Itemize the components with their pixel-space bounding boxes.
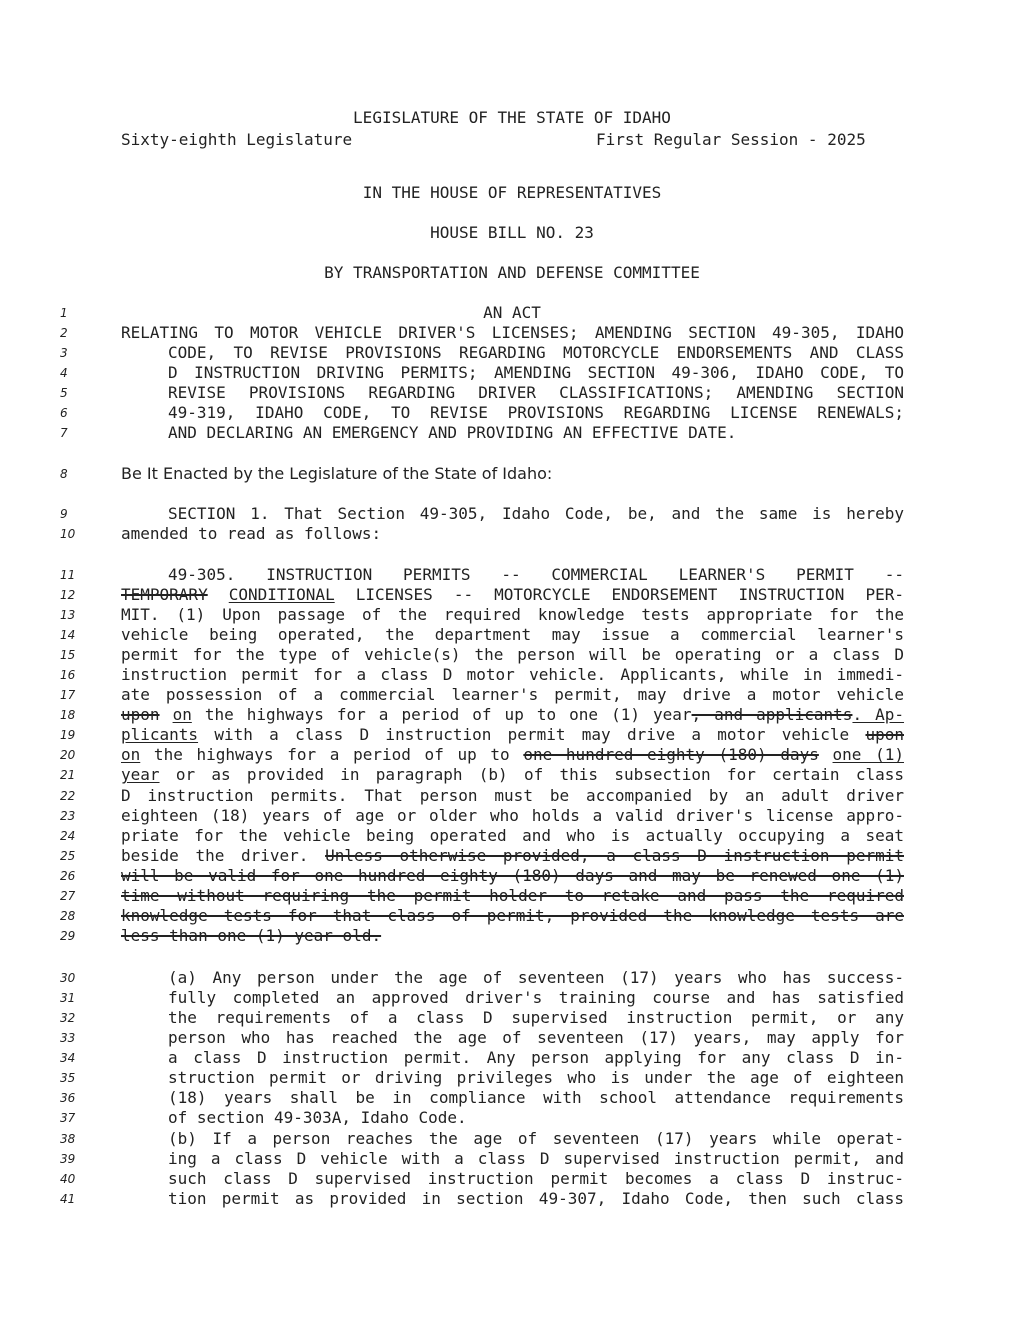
bill-text-line	[121, 605, 904, 624]
bill-text-line	[121, 705, 904, 724]
bill-text-line	[168, 1189, 904, 1208]
text-segment: such class D supervised instruction permit becomes a class D instruc-	[168, 1169, 904, 1188]
bill-text-line	[121, 464, 904, 483]
struck-text: one hundred eighty (180) days	[523, 745, 819, 764]
bill-text-line	[121, 786, 904, 805]
bill-text-line	[168, 565, 904, 584]
bill-text-line	[168, 1068, 904, 1087]
line-number: 18	[60, 708, 76, 722]
bill-text-line	[121, 625, 904, 644]
text-segment: tion permit as provided in section 49-307, Idaho Code, then such class	[168, 1189, 904, 1208]
bill-text-line	[121, 585, 904, 604]
line-number: 2	[60, 326, 68, 340]
line-number: 16	[60, 668, 76, 682]
line-number: 33	[60, 1031, 76, 1045]
text-segment	[208, 585, 229, 604]
line-number: 30	[60, 971, 76, 985]
bill-text-line	[121, 806, 904, 825]
line-number: 35	[60, 1071, 76, 1085]
text-segment: (18) years shall be in compliance with school attendance requirements	[168, 1088, 904, 1107]
text-segment	[819, 745, 833, 764]
line-number: 20	[60, 748, 76, 762]
text-segment: 49-319, IDAHO CODE, TO REVISE PROVISIONS REGARDING LICENSE RENEWALS;	[168, 403, 904, 422]
bill-text-line	[168, 1169, 904, 1188]
text-segment: ate possession of a commercial learner's permit, may drive a motor vehicle	[121, 685, 904, 704]
bill-text-line	[168, 1048, 904, 1067]
struck-text: Unless otherwise provided, a class D instruction permit	[325, 846, 904, 865]
line-number: 37	[60, 1111, 76, 1125]
text-segment: a class D instruction permit. Any person applying for any class D in-	[168, 1048, 904, 1067]
bill-text-line	[168, 383, 904, 402]
text-segment: the highways for a period of up to one (1) year	[191, 705, 692, 724]
struck-text: less than one (1) year old.	[121, 926, 382, 945]
bill-text-line	[168, 363, 904, 382]
text-segment: or as provided in paragraph (b) of this subsection for certain class	[159, 765, 904, 784]
inserted-text: year	[121, 765, 160, 784]
line-number: 40	[60, 1172, 76, 1186]
bill-text-line	[121, 745, 904, 764]
bill-number: HOUSE BILL NO. 23	[430, 223, 594, 242]
text-segment: D instruction permits. That person must be accompanied by an adult driver	[121, 786, 904, 805]
bill-text-line	[168, 1149, 904, 1168]
text-segment: AN ACT	[483, 303, 541, 322]
line-number: 5	[60, 386, 68, 400]
struck-text: will be valid for one hundred eighty (180) days and may be renewed one (1)	[121, 866, 904, 885]
line-number: 26	[60, 869, 76, 883]
bill-text-line	[168, 403, 904, 422]
line-number: 28	[60, 909, 76, 923]
text-segment: vehicle being operated, the department may issue a commercial learner's	[121, 625, 904, 644]
text-segment: (b) If a person reaches the age of seventeen (17) years while operat-	[168, 1129, 904, 1148]
inserted-text: one (1)	[832, 745, 904, 764]
inserted-text: on	[121, 745, 141, 764]
bill-text-line	[121, 906, 904, 925]
inserted-text: CONDITIONAL	[228, 585, 335, 604]
text-segment: priate for the vehicle being operated and who is actually occupying a seat	[121, 826, 904, 845]
text-segment: permit for the type of vehicle(s) the person will be operating or a class D	[121, 645, 904, 664]
bill-text-line	[168, 968, 904, 987]
line-number: 27	[60, 889, 76, 903]
line-number: 10	[60, 527, 76, 541]
legislature-title: LEGISLATURE OF THE STATE OF IDAHO	[353, 108, 671, 127]
inserted-text: on	[172, 705, 192, 724]
line-number: 11	[60, 568, 76, 582]
bill-text-line	[121, 846, 904, 865]
line-number: 38	[60, 1132, 76, 1146]
line-number: 17	[60, 688, 76, 702]
line-number: 4	[60, 366, 68, 380]
line-number: 24	[60, 829, 76, 843]
sponsor-line: BY TRANSPORTATION AND DEFENSE COMMITTEE	[324, 263, 700, 282]
text-segment: SECTION 1. That Section 49-305, Idaho Code, be, and the same is hereby	[168, 504, 904, 523]
text-segment	[160, 705, 173, 724]
struck-text: , and applicants	[691, 705, 853, 724]
text-segment: CODE, TO REVISE PROVISIONS REGARDING MOTORCYCLE ENDORSEMENTS AND CLASS	[168, 343, 904, 362]
bill-text-line	[168, 343, 904, 362]
bill-text-line	[121, 826, 904, 845]
bill-text-line	[121, 685, 904, 704]
chamber-heading: IN THE HOUSE OF REPRESENTATIVES	[362, 183, 662, 202]
bill-text-line	[168, 1088, 904, 1107]
session-label: First Regular Session - 2025	[596, 130, 866, 149]
line-number: 32	[60, 1011, 76, 1025]
bill-text-line	[168, 504, 904, 523]
text-segment: 49-305. INSTRUCTION PERMITS -- COMMERCIAL LEARNER'S PERMIT --	[168, 565, 904, 584]
text-segment: REVISE PROVISIONS REGARDING DRIVER CLASSIFICATIONS; AMENDING SECTION	[168, 383, 904, 402]
text-segment: struction permit or driving privileges who is under the age of eighteen	[168, 1068, 904, 1087]
bill-text-line	[168, 423, 904, 442]
bill-text-line	[168, 1108, 904, 1127]
text-segment: MIT. (1) Upon passage of the required knowledge tests appropriate for the	[121, 605, 904, 624]
line-number: 41	[60, 1192, 76, 1206]
bill-text-line	[0, 303, 1024, 322]
text-segment: Be It Enacted by the Legislature of the State of Idaho:	[121, 464, 553, 483]
text-segment: the highways for a period of up to	[140, 745, 524, 764]
bill-text-line	[168, 988, 904, 1007]
line-number: 7	[60, 426, 68, 440]
bill-text-line	[121, 524, 904, 543]
bill-text-line	[168, 1028, 904, 1047]
line-number: 25	[60, 849, 76, 863]
text-segment: AND DECLARING AN EMERGENCY AND PROVIDING AN EFFECTIVE DATE.	[168, 423, 737, 442]
bill-text-line	[121, 926, 904, 945]
text-segment: person who has reached the age of seventeen (17) years, may apply for	[168, 1028, 904, 1047]
text-segment: with a class D instruction permit may drive a motor vehicle	[198, 725, 866, 744]
text-segment: beside the driver.	[121, 846, 326, 865]
line-number: 21	[60, 768, 76, 782]
line-number: 9	[60, 507, 68, 521]
text-segment: eighteen (18) years of age or older who holds a valid driver's license appro-	[121, 806, 904, 825]
line-number: 39	[60, 1152, 76, 1166]
bill-text-line	[168, 1008, 904, 1027]
text-segment: fully completed an approved driver's training course and has satisfied	[168, 988, 904, 1007]
text-segment: RELATING TO MOTOR VEHICLE DRIVER'S LICENSES; AMENDING SECTION 49-305, IDAHO	[121, 323, 904, 342]
legislature-number: Sixty-eighth Legislature	[121, 130, 353, 149]
line-number: 22	[60, 789, 76, 803]
text-segment: of section 49-303A, Idaho Code.	[168, 1108, 467, 1127]
line-number: 23	[60, 809, 76, 823]
text-segment: instruction permit for a class D motor vehicle. Applicants, while in immedi-	[121, 665, 904, 684]
struck-text: time without requiring the permit holder to retake and pass the required	[121, 886, 904, 905]
text-segment: the requirements of a class D supervised instruction permit, or any	[168, 1008, 904, 1027]
line-number: 1	[60, 306, 68, 320]
text-segment: ing a class D vehicle with a class D supervised instruction permit, and	[168, 1149, 904, 1168]
line-number: 36	[60, 1091, 76, 1105]
struck-text: upon	[865, 725, 904, 744]
line-number: 14	[60, 628, 76, 642]
bill-text-line	[121, 866, 904, 885]
bill-text-line	[121, 323, 904, 342]
inserted-text: plicants	[121, 725, 199, 744]
line-number: 8	[60, 467, 68, 481]
inserted-text: . Ap-	[852, 705, 905, 724]
text-segment: LICENSES -- MOTORCYCLE ENDORSEMENT INSTRUCTION PER-	[334, 585, 904, 604]
line-number: 13	[60, 608, 76, 622]
text-segment: amended to read as follows:	[121, 524, 382, 543]
struck-text: knowledge tests for that class of permit, provided the knowledge tests are	[121, 906, 904, 925]
line-number: 15	[60, 648, 76, 662]
bill-text-line	[121, 725, 904, 744]
line-number: 12	[60, 588, 76, 602]
text-segment: D INSTRUCTION DRIVING PERMITS; AMENDING SECTION 49-306, IDAHO CODE, TO	[168, 363, 904, 382]
bill-text-line	[168, 1129, 904, 1148]
struck-text: upon	[121, 705, 160, 724]
line-number: 19	[60, 728, 76, 742]
bill-text-line	[121, 645, 904, 664]
text-segment: (a) Any person under the age of seventeen (17) years who has success-	[168, 968, 904, 987]
struck-text: TEMPORARY	[121, 585, 208, 604]
bill-text-line	[121, 665, 904, 684]
bill-text-line	[121, 886, 904, 905]
line-number: 6	[60, 406, 68, 420]
line-number: 31	[60, 991, 76, 1005]
line-number: 29	[60, 929, 76, 943]
bill-text-line	[121, 765, 904, 784]
line-number: 3	[60, 346, 68, 360]
line-number: 34	[60, 1051, 76, 1065]
